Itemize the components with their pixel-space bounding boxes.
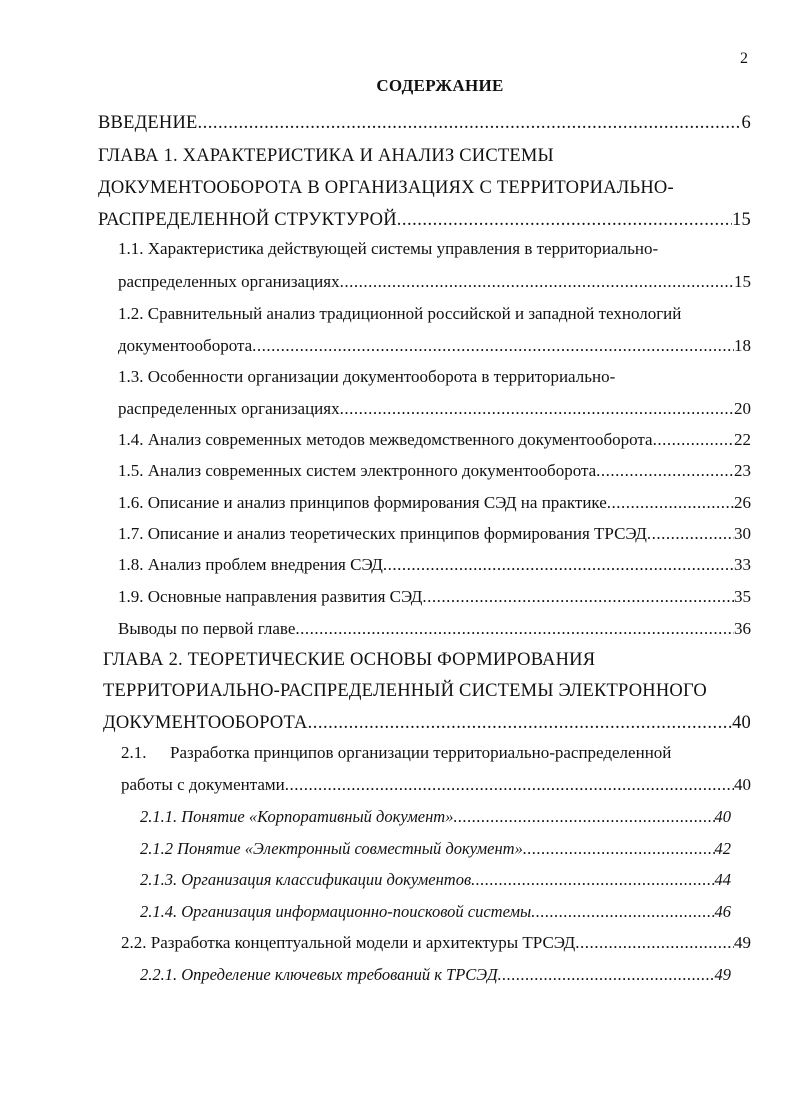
toc-section-2-1-number: 2.1.	[121, 743, 147, 762]
toc-section-1-5	[118, 460, 751, 482]
leader-dots	[285, 774, 734, 796]
leader-dots	[647, 523, 734, 545]
toc-entry-page: 15	[732, 210, 751, 230]
toc-chapter-1-line-2: ДОКУМЕНТООБОРОТА В ОРГАНИЗАЦИЯХ С ТЕРРИТОРИАЛЬНО-	[98, 178, 674, 198]
leader-dots	[653, 429, 734, 451]
toc-chapter-1-line-1: ГЛАВА 1. ХАРАКТЕРИСТИКА И АНАЛИЗ СИСТЕМЫ	[98, 146, 554, 166]
toc-subsection-2-1-3	[140, 869, 731, 891]
toc-entry-label: 2.1.3. Организация классификации документов	[140, 870, 472, 889]
toc-entry-page: 6	[741, 113, 751, 133]
toc-entry-label: 1.5. Анализ современных систем электронного документооборота	[118, 461, 597, 480]
toc-entry-label: распределенных организациях	[118, 272, 340, 291]
toc-entry-label: документооборота	[118, 336, 253, 355]
leader-dots	[523, 838, 715, 860]
toc-entry-page: 26	[734, 493, 751, 512]
toc-entry-page: 18	[734, 336, 751, 355]
toc-entry-page: 22	[734, 430, 751, 449]
toc-section-1-1-line-1: 1.1. Характеристика действующей системы управления в территориально-	[118, 239, 659, 258]
toc-entry-page: 23	[734, 461, 751, 480]
toc-entry-label: 2.1.1. Понятие «Корпоративный документ»	[140, 807, 454, 826]
leader-dots	[340, 271, 734, 293]
leader-dots	[453, 806, 714, 828]
leader-dots	[596, 460, 734, 482]
page-number: 2	[740, 50, 748, 67]
toc-entry-page: 36	[734, 619, 751, 638]
toc-conclusions-1	[118, 618, 751, 640]
leader-dots	[397, 209, 732, 231]
toc-entry-page: 49	[734, 933, 751, 952]
toc-entry-page: 42	[714, 839, 731, 858]
leader-dots	[575, 932, 734, 954]
toc-entry-page: 40	[714, 807, 731, 826]
toc-entry-page: 49	[714, 965, 731, 984]
toc-section-1-9	[118, 586, 751, 608]
leader-dots	[383, 554, 734, 576]
leader-dots	[471, 869, 714, 891]
leader-dots	[422, 586, 734, 608]
leader-dots	[308, 712, 732, 734]
leader-dots	[295, 618, 734, 640]
toc-entry-label: 2.1.4. Организация информационно-поисковой системы	[140, 902, 532, 921]
toc-entry-page: 40	[734, 775, 751, 794]
toc-entry-label: 1.9. Основные направления развития СЭД	[118, 587, 423, 606]
toc-entry-label: ДОКУМЕНТООБОРОТА	[103, 713, 308, 733]
leader-dots	[252, 335, 734, 357]
toc-entry-page: 20	[734, 399, 751, 418]
toc-entry-label: 2.2. Разработка концептуальной модели и архитектуры ТРСЭД	[121, 933, 576, 952]
toc-entry-page: 33	[734, 555, 751, 574]
toc-entry-page: 46	[714, 902, 731, 921]
toc-chapter-2-line-2: ТЕРРИТОРИАЛЬНО-РАСПРЕДЕЛЕННЫЙ СИСТЕМЫ ЭЛЕКТРОННОГО	[103, 681, 707, 701]
toc-entry-page: 30	[734, 524, 751, 543]
leader-dots	[198, 112, 742, 134]
toc-section-1-8	[118, 554, 751, 576]
leader-dots	[531, 901, 714, 923]
toc-section-1-1	[118, 271, 751, 293]
toc-entry-label: распределенных организациях	[118, 399, 340, 418]
toc-section-1-3-line-1: 1.3. Особенности организации документооборота в территориально-	[118, 367, 616, 386]
toc-chapter-2-line-1: ГЛАВА 2. ТЕОРЕТИЧЕСКИЕ ОСНОВЫ ФОРМИРОВАНИЯ	[103, 650, 596, 670]
toc-entry-page: 15	[734, 272, 751, 291]
toc-entry-label: 1.4. Анализ современных методов межведомственного документооборота	[118, 430, 653, 449]
toc-entry-label: 2.1.2 Понятие «Электронный совместный документ»	[140, 839, 523, 858]
toc-entry-label: 2.2.1. Определение ключевых требований к ТРСЭД	[140, 965, 498, 984]
toc-section-1-3	[118, 398, 751, 420]
toc-subsection-2-1-2	[140, 838, 731, 860]
toc-entry-label: Выводы по первой главе	[118, 619, 296, 638]
toc-entry-label: работы с документами	[121, 775, 285, 794]
toc-title: СОДЕРЖАНИЕ	[376, 76, 504, 95]
toc-entry-label: ВВЕДЕНИЕ	[98, 113, 198, 133]
toc-entry-page: 40	[732, 713, 751, 733]
toc-section-1-6	[118, 492, 751, 514]
toc-entry-intro	[98, 112, 751, 134]
toc-entry-label: 1.7. Описание и анализ теоретических принципов формирования ТРСЭД	[118, 524, 647, 543]
toc-entry-label: РАСПРЕДЕЛЕННОЙ СТРУКТУРОЙ	[98, 210, 397, 230]
toc-section-1-2-line-1: 1.2. Сравнительный анализ традиционной российской и западной технологий	[118, 304, 682, 323]
toc-section-2-1-line-1: Разработка принципов организации территориально-распределенной	[170, 743, 672, 762]
toc-entry-label: 1.8. Анализ проблем внедрения СЭД	[118, 555, 383, 574]
toc-section-2-2	[121, 932, 751, 954]
leader-dots	[340, 398, 734, 420]
toc-entry-label: 1.6. Описание и анализ принципов формирования СЭД на практике	[118, 493, 607, 512]
toc-subsection-2-2-1	[140, 964, 731, 986]
toc-section-1-4	[118, 429, 751, 451]
toc-section-1-7	[118, 523, 751, 545]
leader-dots	[498, 964, 715, 986]
toc-section-1-2	[118, 335, 751, 357]
toc-chapter-1	[98, 209, 751, 231]
leader-dots	[607, 492, 734, 514]
toc-subsection-2-1-4	[140, 901, 731, 923]
toc-entry-page: 35	[734, 587, 751, 606]
toc-entry-page: 44	[714, 870, 731, 889]
toc-chapter-2	[103, 712, 751, 734]
toc-section-2-1	[121, 774, 751, 796]
toc-subsection-2-1-1	[140, 806, 731, 828]
